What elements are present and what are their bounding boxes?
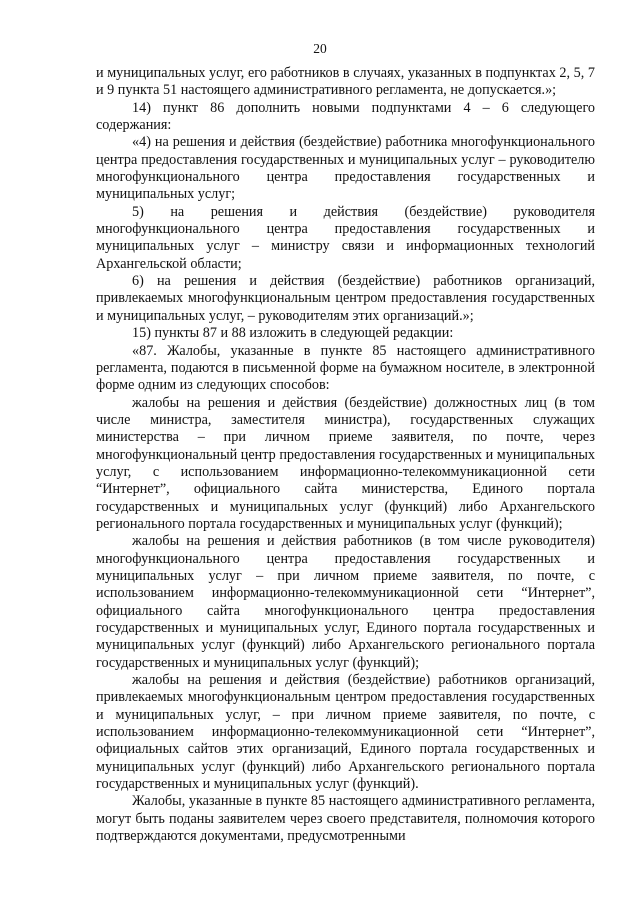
paragraph-continuation: и муниципальных услуг, его работников в случаях, указанных в подпунктах 2, 5, 7 и 9 пункта 51 настоящего административного регламента, не допускается.»;: [96, 65, 595, 99]
paragraph-subitem-4: «4) на решения и действия (бездействие) работника многофункционального центра предоставления государственных и муниципальных услуг – руководителю многофункционального центра предоставления государственных и муниципальных услуг;: [96, 134, 595, 203]
paragraph-representative: Жалобы, указанные в пункте 85 настоящего административного регламента, могут быть поданы заявителем через своего представителя, полномочия которого подтверждаются документами, предусмотренными: [96, 793, 595, 845]
page-number: 20: [313, 41, 327, 56]
paragraph-item-14: 14) пункт 86 дополнить новыми подпунктами 4 – 6 следующего содержания:: [96, 99, 595, 134]
paragraph-complaints-organizations: жалобы на решения и действия (бездействие) работников организаций, привлекаемых многофункциональным центром предоставления государственных и муниципальных услуг, – при личном приеме заявителя, по почте, с использованием информационно-телекоммуникационной сети “Интернет”, официальных сайтов этих организаций, Единого портала государственных и муниципальных услуг (функций) либо Архангельского регионального портала государственных и муниципальных услуг (функций).: [96, 672, 595, 793]
document-body: [96, 65, 595, 845]
paragraph-complaints-ministry: жалобы на решения и действия (бездействие) должностных лиц (в том числе министра, заместителя министра), государственных служащих министерства – при личном приеме заявителя, по почте, через многофункциональный центр предоставления государственных и муниципальных услуг, с использованием информационно-телекоммуникационной сети “Интернет”, официального сайта министерства, Единого портала государственных и муниципальных услуг (функций) либо Архангельского регионального портала государственных и муниципальных услуг (функций);: [96, 394, 595, 532]
paragraph-subitem-5: 5) на решения и действия (бездействие) руководителя многофункционального центра предоставления государственных и муниципальных услуг – министру связи и информационных технологий Архангельской области;: [96, 203, 595, 272]
paragraph-subitem-6: 6) на решения и действия (бездействие) работников организаций, привлекаемых многофункциональным центром предоставления государственных и муниципальных услуг, – руководителям этих организаций.»;: [96, 273, 595, 324]
paragraph-item-15: 15) пункты 87 и 88 изложить в следующей редакции:: [132, 325, 454, 342]
paragraph-complaints-mfc: жалобы на решения и действия работников (в том числе руководителя) многофункционального центра предоставления государственных и муниципальных услуг – при личном приеме заявителя, по почте, с использованием информационно-телекоммуникационной сети “Интернет”, официального сайта многофункционального центра предоставления государственных и муниципальных услуг, Единого портала государственных и муниципальных услуг (функций) либо Архангельского регионального портала государственных и муниципальных услуг (функций);: [96, 533, 595, 671]
paragraph-clause-87: «87. Жалобы, указанные в пункте 85 настоящего административного регламента, подаются в письменной форме на бумажном носителе, в электронной форме одним из следующих способов:: [96, 342, 595, 394]
